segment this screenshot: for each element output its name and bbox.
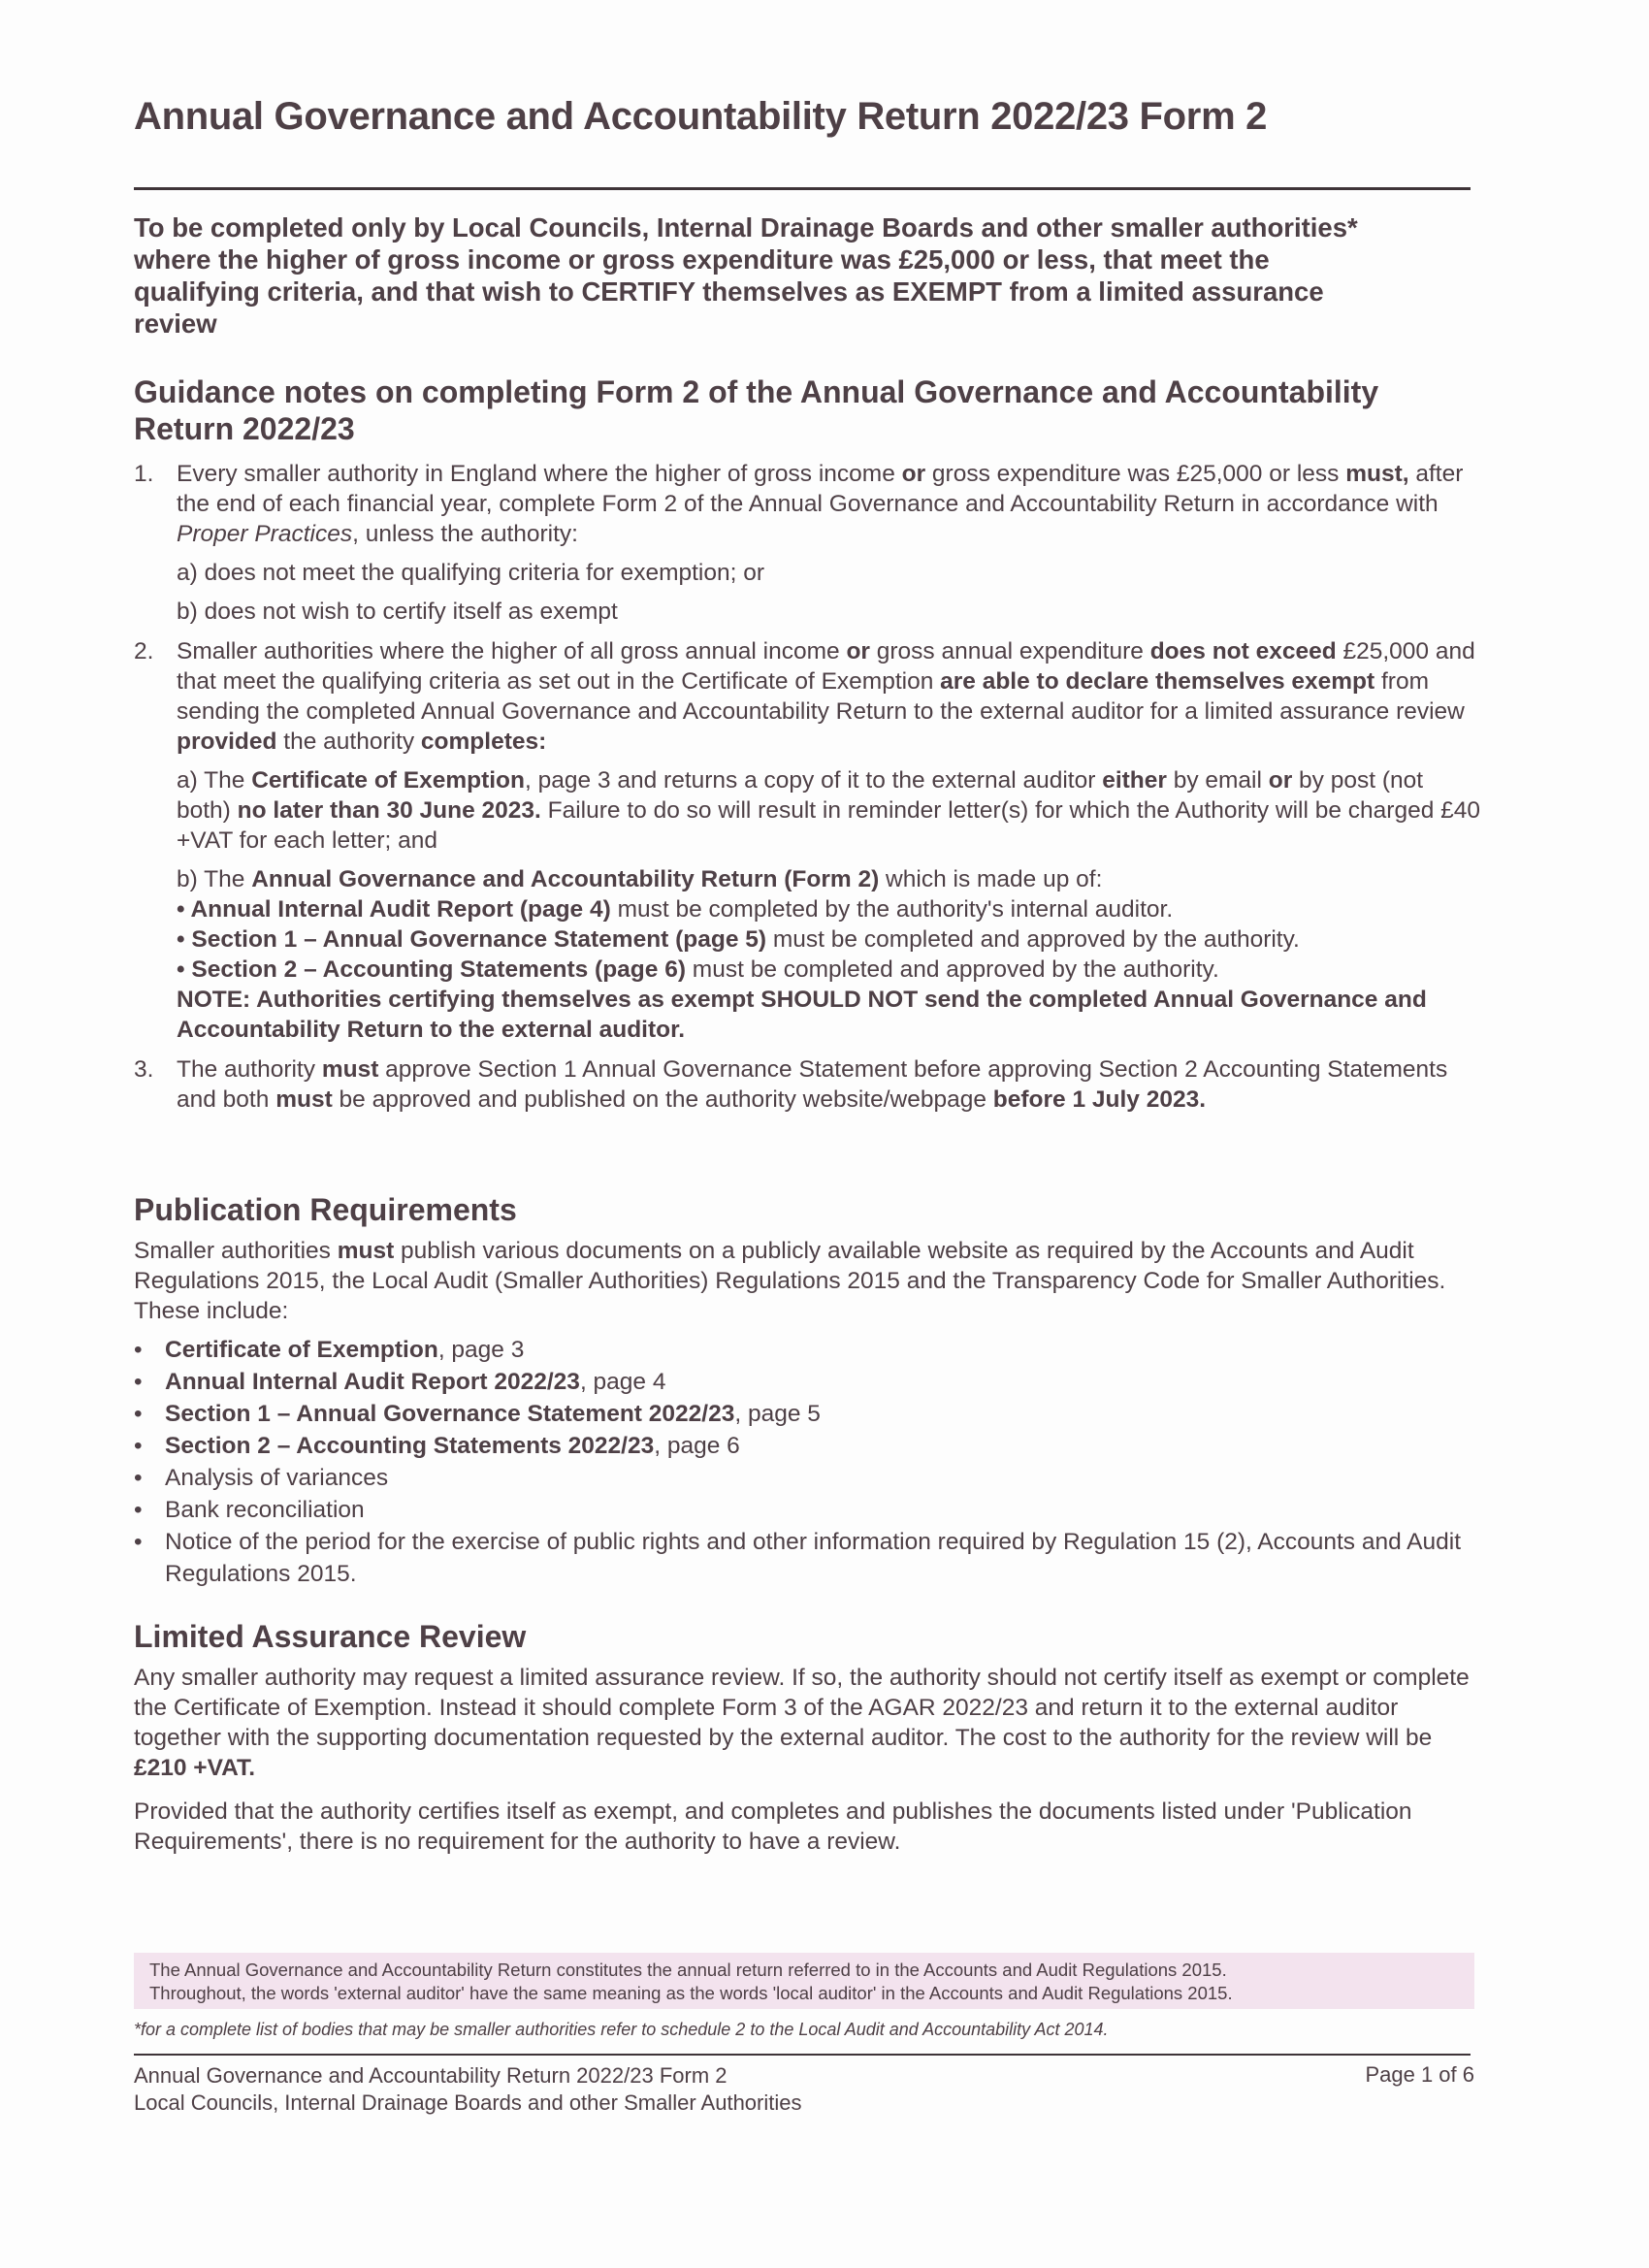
sub-item-b: b) The Annual Governance and Accountability Return (Form 2) which is made up of: • Annual Internal Audit Report (page 4) must be completed by the authority's internal auditor. • Section 1 – Annual Governance Statement (page 5) must be completed and approved by the authority. • Section 2 – Accounting Statements (page 6) must be completed and approved by the authority. NOTE: Authorities certifying themselves as exempt SHOULD NOT send the completed Annual Governance and Accountability Return to the external auditor. (177, 864, 1482, 1045)
publication-intro: Smaller authorities must publish various documents on a publicly available website as required by the Accounts and Audit Regulations 2015, the Local Audit (Smaller Authorities) Regulations 2015 and the Transparency Code for Smaller Authorities. These include: (134, 1238, 1446, 1324)
form-part-bullet: • Annual Internal Audit Report (page 4) must be completed by the authority's internal auditor. (177, 896, 1174, 923)
publication-requirements-section (134, 1191, 1482, 1590)
footer-divider (134, 2054, 1471, 2056)
footnote: *for a complete list of bodies that may be smaller authorities refer to schedule 2 to the Local Audit and Accountability Act 2014. (134, 2020, 1109, 2039)
limited-assurance-paragraph-2: Provided that the authority certifies itself as exempt, and completes and publishes the documents listed under 'Publication Requirements', there is no requirement for the authority to have a review. (134, 1798, 1412, 1855)
limited-assurance-heading: Limited Assurance Review (134, 1619, 527, 1654)
footer-title (134, 2062, 802, 2117)
publication-item: • Certificate of Exemption, page 3 (134, 1334, 1482, 1366)
form-part-bullet: • Section 2 – Accounting Statements (page 6) must be completed and approved by the authority. (177, 956, 1219, 983)
intro-statement: To be completed only by Local Councils, Internal Drainage Boards and other smaller authorities* where the higher of gross income or gross expenditure was £25,000 or less, that meet the qualifying criteria, and that wish to CERTIFY themselves as EXEMPT from a limited assurance review (134, 212, 1358, 339)
publication-heading: Publication Requirements (134, 1192, 517, 1227)
page-number: Page 1 of 6 (1365, 2062, 1474, 2087)
item-number: 1. (134, 461, 154, 487)
note-line-2: Throughout, the words 'external auditor' have the same meaning as the words 'local auditor' in the Accounts and Audit Regulations 2015. (149, 1983, 1233, 2003)
footer-line-2: Local Councils, Internal Drainage Boards and other Smaller Authorities (134, 2090, 802, 2115)
guidance-list (134, 459, 1482, 1120)
item-number: 3. (134, 1056, 154, 1083)
limited-assurance-paragraph-1: Any smaller authority may request a limited assurance review. If so, the authority should not certify itself as exempt or complete the Certificate of Exemption. Instead it should complete Form 3 of the AGAR 2022/23 and return it to the external auditor together with the supporting documentation requested by the external auditor. The cost to the authority for the review will be £210 +VAT. (134, 1665, 1470, 1781)
note-line-1: The Annual Governance and Accountability Return constitutes the annual return referred to in the Accounts and Audit Regulations 2015. (149, 1960, 1227, 1980)
footer-line-1: Annual Governance and Accountability Return 2022/23 Form 2 (134, 2063, 728, 2088)
publication-item: • Annual Internal Audit Report 2022/23, page 4 (134, 1366, 1482, 1398)
exempt-note: NOTE: Authorities certifying themselves as exempt SHOULD NOT send the completed Annual Governance and Accountability Return to the external auditor. (177, 987, 1427, 1043)
guidance-item-2 (134, 636, 1482, 1045)
title-divider (134, 187, 1471, 190)
limited-assurance-section (134, 1618, 1482, 1870)
item-text: Every smaller authority in England where the higher of gross income or gross expenditure was £25,000 or less must, after the end of each financial year, complete Form 2 of the Annual Governance and Accountability Return in accordance with Proper Practices, unless the authority: (177, 461, 1464, 547)
guidance-item-1 (134, 459, 1482, 627)
publication-list (134, 1334, 1482, 1590)
document-title: Annual Governance and Accountability Return 2022/23 Form 2 (134, 95, 1268, 138)
publication-item: • Analysis of variances (134, 1462, 1482, 1494)
sub-item-a: a) does not meet the qualifying criteria for exemption; or (177, 560, 765, 586)
regulations-note-box (134, 1953, 1474, 2009)
item-text: Smaller authorities where the higher of all gross annual income or gross annual expenditure does not exceed £25,000 and that meet the qualifying criteria as set out in the Certificate of Exemption are able to declare themselves exempt from sending the completed Annual Governance and Accountability Return to the external auditor for a limited assurance review provided the authority completes: (177, 638, 1475, 755)
form-part-bullet: • Section 1 – Annual Governance Statement (page 5) must be completed and approved by the authority. (177, 926, 1300, 953)
sub-item-b: b) does not wish to certify itself as exempt (177, 599, 618, 625)
publication-item: • Notice of the period for the exercise of public rights and other information required by Regulation 15 (2), Accounts and Audit Regulations 2015. (134, 1526, 1482, 1590)
publication-item: • Bank reconciliation (134, 1494, 1482, 1526)
item-text: The authority must approve Section 1 Annual Governance Statement before approving Section 2 Accounting Statements and both must be approved and published on the authority website/webpage before 1 July 2023. (177, 1056, 1448, 1113)
sub-item-a: a) The Certificate of Exemption, page 3 and returns a copy of it to the external auditor either by email or by post (not both) no later than 30 June 2023. Failure to do so will result in reminder letter(s) for which the Authority will be charged £40 +VAT for each letter; and (177, 767, 1481, 854)
guidance-item-3 (134, 1054, 1482, 1115)
item-number: 2. (134, 638, 154, 664)
guidance-heading: Guidance notes on completing Form 2 of the Annual Governance and Accountability Return 2022/23 (134, 374, 1379, 446)
publication-item: • Section 2 – Accounting Statements 2022/23, page 6 (134, 1430, 1482, 1462)
publication-item: • Section 1 – Annual Governance Statement 2022/23, page 5 (134, 1398, 1482, 1430)
